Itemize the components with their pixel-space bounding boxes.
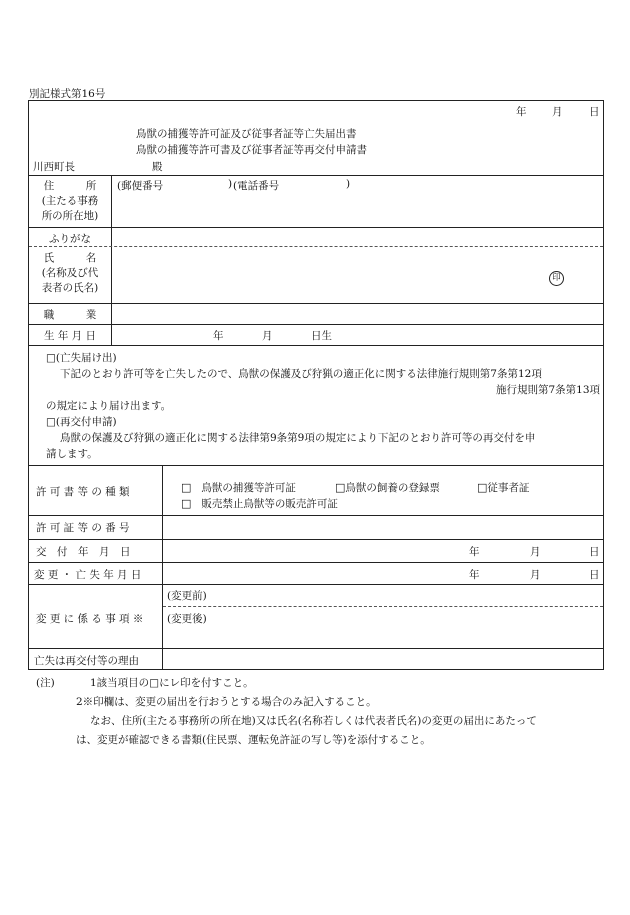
permit-option-worker-certificate[interactable]	[477, 480, 529, 495]
postal-code-label: (郵便番号	[117, 180, 164, 192]
loss-text-line-3: の規定により届け出ます。	[46, 400, 172, 412]
details-label-column-divider	[162, 465, 163, 669]
issue-date-label: 交 付 年 月 日	[36, 546, 131, 558]
address-label	[29, 179, 111, 224]
title-line-2: 鳥獣の捕獲等許可書及び従事者証等再交付申請書	[136, 144, 367, 156]
issue-year-unit: 年	[469, 546, 480, 558]
phone-label: (電話番号	[233, 180, 280, 192]
note-4: は、変更が確認できる書類(住民票、運転免許証の写し等)を添付すること。	[76, 734, 431, 746]
row-divider-birthdate-top	[28, 324, 604, 325]
permit-option-hunting-permit[interactable]	[181, 480, 296, 495]
note-1: 1該当項目の□にレ印を付すこと。	[90, 677, 254, 689]
addressee-honorific: 殿	[152, 161, 163, 173]
table-border-top	[28, 100, 604, 101]
name-field[interactable]	[113, 250, 543, 300]
note-3: なお、住所(主たる事務所の所在地)又は氏名(名称若しくは代表者氏名)の変更の届出にあたって	[90, 715, 537, 727]
date-month: 月	[552, 106, 563, 118]
address-label-line-2: (主たる事務	[41, 195, 99, 207]
row-divider-address-top	[28, 175, 604, 176]
row-divider-furigana-top	[28, 227, 604, 228]
permit-number-field[interactable]	[164, 517, 602, 537]
loss-checkbox-box[interactable]: □	[46, 352, 56, 364]
row-divider-change-items-top	[28, 584, 604, 585]
table-border-bottom	[28, 669, 604, 670]
before-change-label: (変更前)	[167, 590, 207, 602]
reissue-checkbox[interactable]	[46, 414, 117, 429]
address-label-line-3: 所の所在地)	[41, 210, 99, 222]
issue-month-unit: 月	[530, 546, 541, 558]
loss-text-line-1: 下記のとおり許可等を亡失したので、鳥獣の保護及び狩猟の適正化に関する法律施行規則第7条第12項	[60, 368, 542, 380]
name-label-line-3: 表者の氏名)	[41, 282, 99, 294]
row-divider-occupation-top	[28, 303, 604, 304]
permit-option-label: 販売禁止鳥獣等の販売許可証	[201, 498, 338, 510]
occupation-field[interactable]	[113, 305, 601, 322]
notes-label: (注)	[36, 677, 55, 689]
checkbox-icon[interactable]: □	[181, 481, 192, 494]
name-label-line-2: (名称及び代	[41, 267, 99, 279]
furigana-field[interactable]	[113, 229, 601, 245]
change-month-unit: 月	[530, 569, 541, 581]
checkbox-icon[interactable]: □	[181, 497, 192, 510]
furigana-label: ふりがな	[49, 233, 91, 245]
addressee: 川西町長	[33, 161, 75, 173]
row-divider-declaration-top	[28, 345, 604, 346]
seal-mark: 印	[549, 271, 564, 286]
loss-text-line-2: 施行規則第7条第13項	[495, 384, 600, 396]
title-line-1: 鳥獣の捕獲等許可証及び従事者証等亡失届出書	[136, 128, 357, 140]
reason-field[interactable]	[164, 650, 602, 668]
name-label	[29, 251, 111, 296]
change-date-label: 変 更 ・ 亡 失 年 月 日	[34, 569, 142, 581]
row-divider-details-top	[28, 465, 604, 466]
loss-checkbox-label: (亡失届け出)	[55, 352, 117, 364]
note-2: 2※印欄は、変更の届出を行おうとする場合のみ記入すること。	[76, 696, 377, 708]
row-divider-reason-top	[28, 648, 604, 649]
applicant-label-column-divider	[111, 175, 112, 345]
address-label-line-1: 住 所	[43, 180, 97, 192]
checkbox-icon[interactable]: □	[477, 481, 488, 494]
phone-close: )	[346, 178, 351, 190]
reissue-checkbox-label: (再交付申請)	[55, 416, 117, 428]
birth-month-unit: 月	[262, 330, 273, 342]
reason-label: 亡失は再交付等の理由	[34, 655, 139, 667]
permit-number-label: 許 可 証 等 の 番 号	[36, 522, 130, 534]
permit-option-label: 鳥獣の飼養の登録票	[345, 482, 440, 494]
issue-day-unit: 日	[589, 546, 600, 558]
row-divider-issue-date-top	[28, 539, 604, 540]
loss-checkbox[interactable]	[46, 350, 117, 365]
permit-option-sales-permit[interactable]	[181, 496, 338, 511]
change-day-unit: 日	[589, 569, 600, 581]
reissue-text-line-2: 請します。	[46, 448, 98, 460]
checkbox-icon[interactable]: □	[335, 481, 346, 494]
occupation-label: 職 業	[43, 309, 97, 321]
row-divider-change-date-top	[28, 562, 604, 563]
birth-year-unit: 年	[213, 330, 224, 342]
date-year: 年	[516, 106, 527, 118]
postal-code-close: )	[228, 178, 233, 190]
permit-option-keeping-registration[interactable]	[335, 480, 440, 495]
birth-day-unit: 日生	[311, 330, 332, 342]
permit-option-label: 鳥獣の捕獲等許可証	[201, 482, 296, 494]
date-day: 日	[589, 106, 600, 118]
address-field[interactable]	[113, 194, 601, 224]
permit-type-label: 許 可 書 等 の 種 類	[36, 486, 130, 498]
change-year-unit: 年	[469, 569, 480, 581]
row-divider-permit-number-top	[28, 515, 604, 516]
furigana-dashed-divider	[29, 246, 603, 247]
change-items-dashed-divider	[163, 606, 603, 607]
birthdate-label: 生 年 月 日	[43, 330, 96, 342]
form-number: 別記様式第16号	[29, 88, 106, 100]
after-change-label: (変更後)	[167, 613, 207, 625]
reissue-text-line-1: 鳥獣の保護及び狩猟の適正化に関する法律第9条第9項の規定により下記のとおり許可等の再交付を申	[60, 432, 536, 444]
reissue-checkbox-box[interactable]: □	[46, 416, 56, 428]
permit-option-label: 従事者証	[487, 482, 530, 494]
name-label-line-1: 氏 名	[43, 252, 97, 264]
change-items-label: 変 更 に 係 る 事 項 ※	[36, 613, 144, 625]
